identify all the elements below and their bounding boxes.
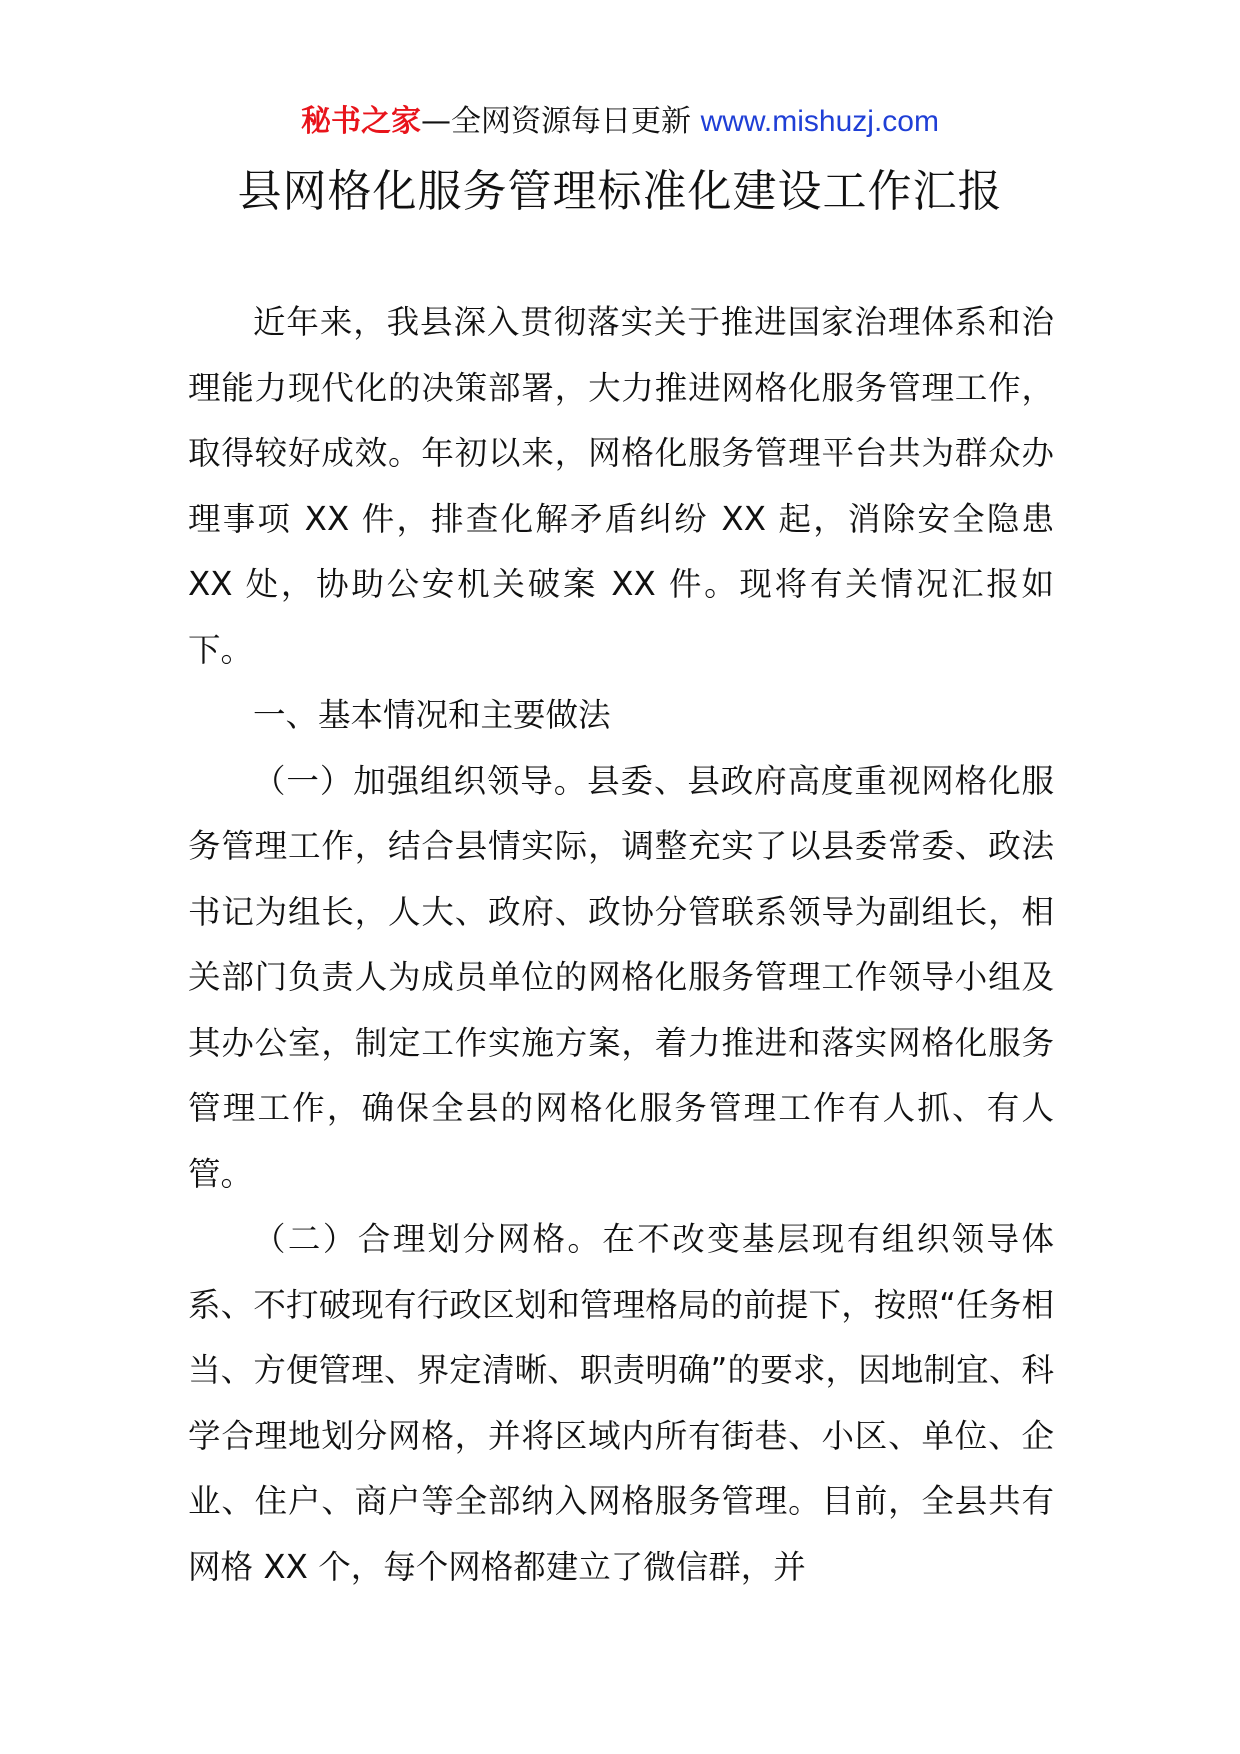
header-slogan: —全网资源每日更新 (421, 104, 692, 139)
section-heading: 一、基本情况和主要做法 (253, 696, 611, 734)
brand-name: 秘书之家 (301, 104, 422, 139)
paragraph-grid-division: （二）合理划分网格。在不改变基层现有组织领导体系、不打破现有行政区划和管理格局的前提下，按照“任务相当、方便管理、界定清晰、职责明确”的要求，因地制宜、科学合理地划分网格，并将区域内所有街巷、小区、单位、企业、住户、商户等全部纳入网格服务管理。目前，全县共有网格 XX 个，每个网格都建立了微信群，并 (188, 1220, 1054, 1586)
paragraph-organization: （一）加强组织领导。县委、县政府高度重视网格化服务管理工作，结合县情实际，调整充实了以县委常委、政法书记为组长，人大、政府、政协分管联系领导为副组长，相关部门负责人为成员单位的网格化服务管理工作领导小组及其办公室，制定工作实施方案，着力推进和落实网格化服务管理工作，确保全县的网格化服务管理工作有人抓、有人管。 (188, 761, 1054, 1193)
watermark-header (0, 100, 1240, 144)
document-title: 县网格化服务管理标准化建设工作汇报 (237, 166, 1003, 217)
paragraph-intro: 近年来，我县深入贯彻落实关于推进国家治理体系和治理能力现代化的决策部署，大力推进网格化服务管理工作，取得较好成效。年初以来，网格化服务管理平台共为群众办理事项 XX 件，排查化解矛盾纠纷 XX 起，消除安全隐患 XX 处，协助公安机关破案 XX 件。现将有关情况汇报如下。 (188, 303, 1054, 669)
website-link[interactable]: www.mishuzj.com (700, 105, 939, 138)
document-body (188, 290, 1054, 1600)
